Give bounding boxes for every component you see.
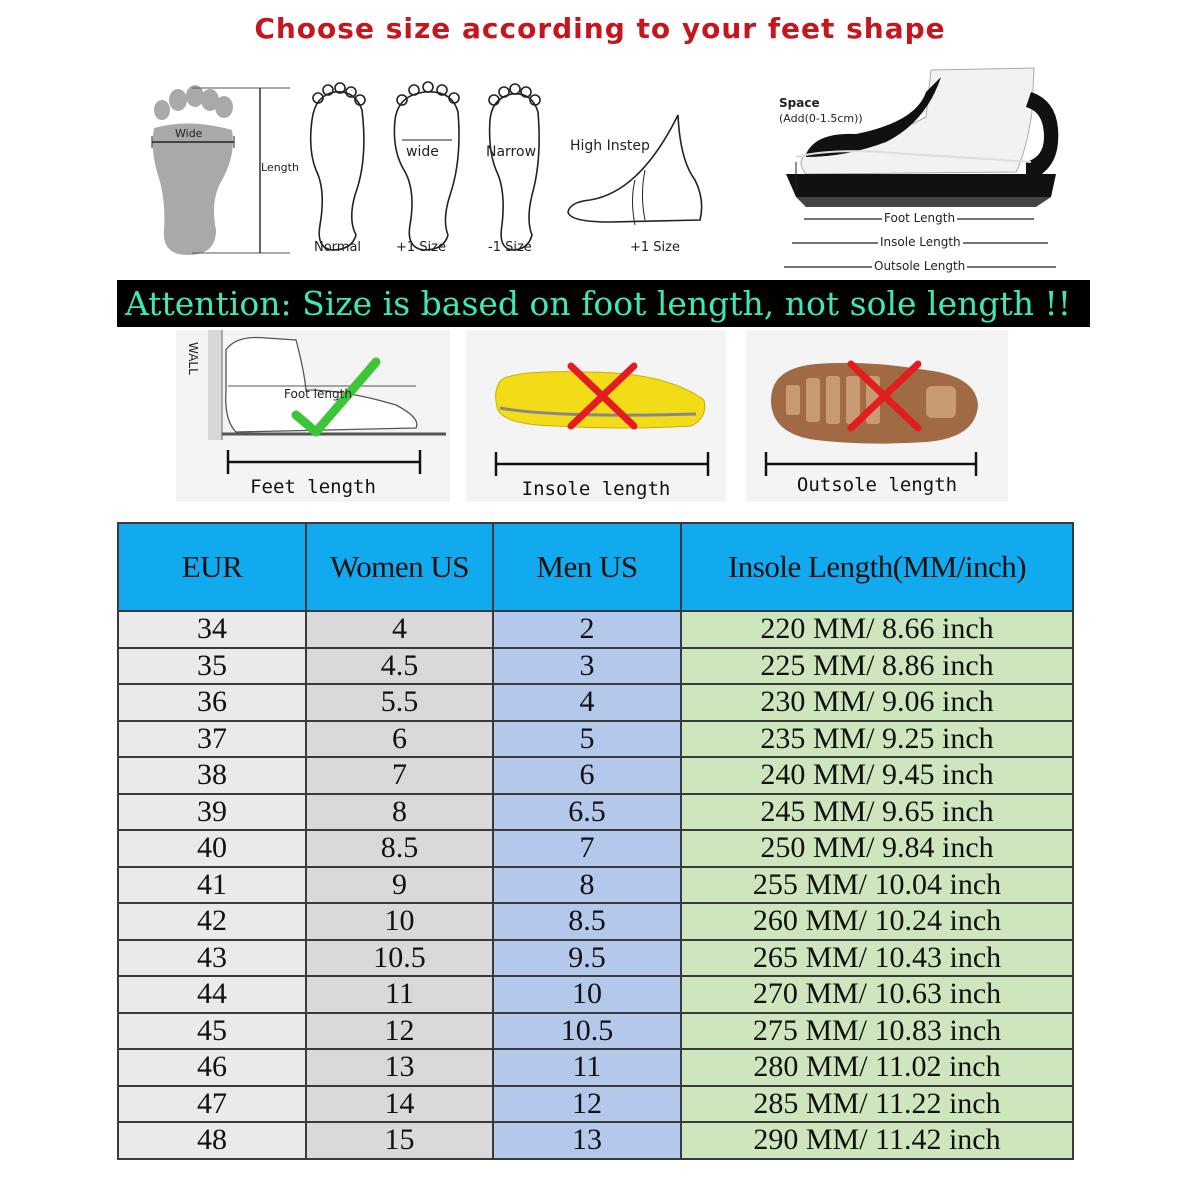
insole-length-cell: 245 MM/ 9.65 inch (681, 794, 1073, 831)
table-row (118, 1086, 1073, 1123)
women-us-cell: 13 (306, 1049, 493, 1086)
outsole-length-label: Outsole Length (874, 259, 966, 273)
eur-cell: 45 (118, 1013, 306, 1050)
table-header-row (118, 523, 1073, 611)
men-us-cell: 8 (493, 867, 681, 904)
women-us-cell: 11 (306, 976, 493, 1013)
women-us-cell: 15 (306, 1122, 493, 1159)
high-instep-foot-icon (568, 115, 702, 225)
insole-length-cell: 225 MM/ 8.86 inch (681, 648, 1073, 685)
insole-length-cell: 220 MM/ 8.66 inch (681, 611, 1073, 648)
women-us-cell: 6 (306, 721, 493, 758)
men-us-cell: 8.5 (493, 903, 681, 940)
eur-cell: 35 (118, 648, 306, 685)
women-us-cell: 10.5 (306, 940, 493, 977)
insole-length-cell: 290 MM/ 11.42 inch (681, 1122, 1073, 1159)
header-eur: EUR (118, 523, 306, 611)
men-us-cell: 10 (493, 976, 681, 1013)
eur-cell: 42 (118, 903, 306, 940)
wall-label: WALL (186, 342, 200, 375)
table-row (118, 903, 1073, 940)
size-table-body (118, 611, 1073, 1159)
insole-length-cell: 230 MM/ 9.06 inch (681, 684, 1073, 721)
eur-cell: 44 (118, 976, 306, 1013)
table-row (118, 976, 1073, 1013)
men-us-cell: 10.5 (493, 1013, 681, 1050)
women-us-cell: 14 (306, 1086, 493, 1123)
insole-length-cell: 260 MM/ 10.24 inch (681, 903, 1073, 940)
space-label: Space (779, 96, 820, 110)
men-us-cell: 4 (493, 684, 681, 721)
wide-label: Wide (175, 127, 203, 140)
high-instep-label: High Instep (570, 138, 650, 154)
insole-length-cell: 250 MM/ 9.84 inch (681, 830, 1073, 867)
insole-length-cell: 280 MM/ 11.02 inch (681, 1049, 1073, 1086)
insole-length-label: Insole length (521, 478, 671, 500)
eur-cell: 41 (118, 867, 306, 904)
table-row (118, 757, 1073, 794)
women-us-cell: 8.5 (306, 830, 493, 867)
insole-crossed-icon (466, 330, 726, 502)
insole-length-card (466, 330, 726, 502)
women-us-cell: 12 (306, 1013, 493, 1050)
women-us-cell: 4.5 (306, 648, 493, 685)
men-us-cell: 7 (493, 830, 681, 867)
eur-cell: 43 (118, 940, 306, 977)
table-row (118, 611, 1073, 648)
eur-cell: 39 (118, 794, 306, 831)
insole-length-cell: 235 MM/ 9.25 inch (681, 721, 1073, 758)
header-women-us: Women US (306, 523, 493, 611)
table-row (118, 684, 1073, 721)
narrow-caption: -1 Size (488, 240, 532, 255)
normal-foot-icon (311, 83, 365, 250)
men-us-cell: 6 (493, 757, 681, 794)
men-us-cell: 6.5 (493, 794, 681, 831)
feet-length-label: Feet length (250, 476, 376, 498)
outsole-length-card (746, 330, 1008, 502)
wide-foot-icon (394, 82, 459, 250)
women-us-cell: 4 (306, 611, 493, 648)
table-row (118, 1049, 1073, 1086)
length-label: Length (261, 161, 299, 174)
men-us-cell: 12 (493, 1086, 681, 1123)
header-insole-length: Insole Length(MM/inch) (681, 523, 1073, 611)
women-us-cell: 7 (306, 757, 493, 794)
feet-length-card (176, 330, 450, 502)
eur-cell: 40 (118, 830, 306, 867)
insole-length-cell: 265 MM/ 10.43 inch (681, 940, 1073, 977)
men-us-cell: 13 (493, 1122, 681, 1159)
insole-length-cell: 275 MM/ 10.83 inch (681, 1013, 1073, 1050)
outsole-length-label: Outsole length (796, 474, 958, 496)
space-add-label: (Add(0-1.5cm)) (779, 112, 863, 125)
high-instep-caption: +1 Size (630, 240, 680, 255)
eur-cell: 37 (118, 721, 306, 758)
women-us-cell: 9 (306, 867, 493, 904)
men-us-cell: 5 (493, 721, 681, 758)
narrow-foot-icon (489, 84, 540, 250)
table-row (118, 721, 1073, 758)
foot-length-label: Foot Length (884, 211, 956, 225)
page-title: Choose size according to your feet shape (254, 12, 946, 45)
insole-length-cell: 270 MM/ 10.63 inch (681, 976, 1073, 1013)
eur-cell: 47 (118, 1086, 306, 1123)
eur-cell: 38 (118, 757, 306, 794)
header-men-us: Men US (493, 523, 681, 611)
table-row (118, 1122, 1073, 1159)
women-us-cell: 5.5 (306, 684, 493, 721)
eur-cell: 34 (118, 611, 306, 648)
foot-length-tag: Foot length (284, 387, 352, 401)
table-row (118, 940, 1073, 977)
normal-caption: Normal (314, 240, 362, 255)
gray-footprint-icon (153, 85, 233, 255)
foot-shape-section (140, 70, 760, 270)
shoe-diagram (776, 62, 1076, 274)
insole-length-cell: 240 MM/ 9.45 inch (681, 757, 1073, 794)
table-row (118, 648, 1073, 685)
insole-length-label: Insole Length (880, 235, 961, 249)
men-us-cell: 2 (493, 611, 681, 648)
narrow-shape-label: Narrow (486, 144, 537, 160)
men-us-cell: 9.5 (493, 940, 681, 977)
women-us-cell: 8 (306, 794, 493, 831)
men-us-cell: 3 (493, 648, 681, 685)
attention-banner: Attention: Size is based on foot length, not sole length !! (117, 280, 1090, 327)
wide-caption: +1 Size (396, 240, 446, 255)
table-row (118, 867, 1073, 904)
size-chart-table (117, 522, 1074, 1160)
eur-cell: 46 (118, 1049, 306, 1086)
insole-length-cell: 285 MM/ 11.22 inch (681, 1086, 1073, 1123)
table-row (118, 794, 1073, 831)
table-row (118, 830, 1073, 867)
women-us-cell: 10 (306, 903, 493, 940)
eur-cell: 36 (118, 684, 306, 721)
table-row (118, 1013, 1073, 1050)
insole-length-cell: 255 MM/ 10.04 inch (681, 867, 1073, 904)
eur-cell: 48 (118, 1122, 306, 1159)
men-us-cell: 11 (493, 1049, 681, 1086)
wide-shape-label: wide (406, 144, 439, 160)
